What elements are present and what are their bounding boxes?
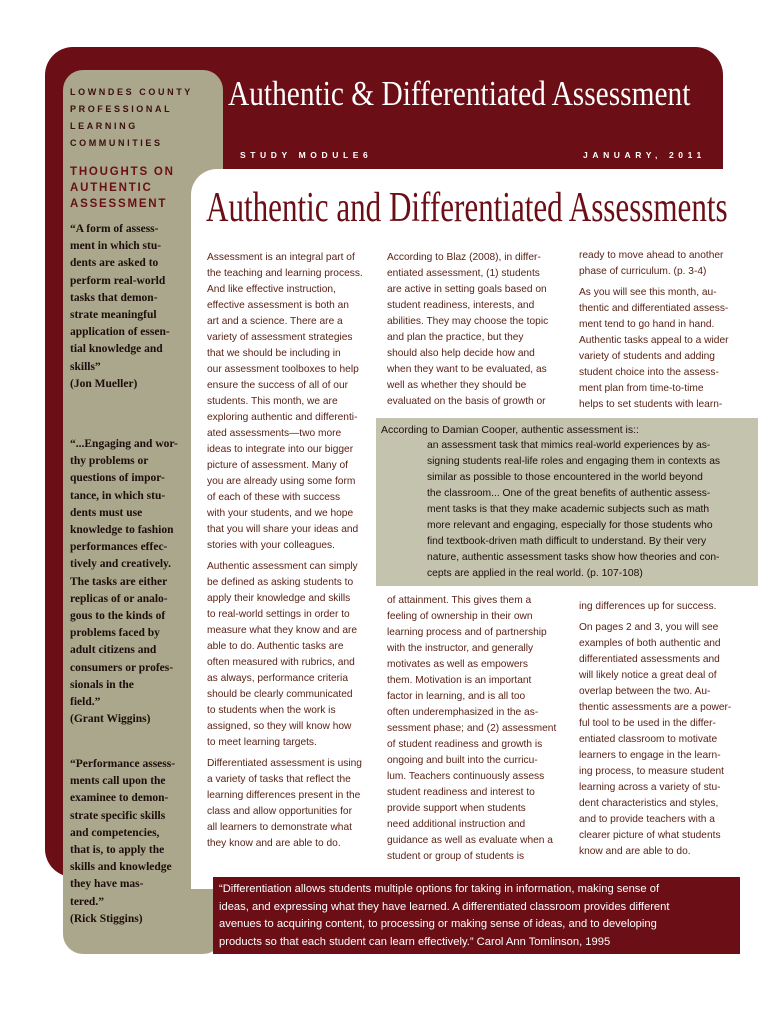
text-line: ment tend to go hand in hand.: [579, 319, 715, 330]
text-line: apply their knowledge and skills: [207, 593, 351, 604]
quote-line: that is, to apply the: [70, 844, 165, 857]
quote-line: thy problems or: [70, 455, 149, 468]
text-line: ideas, and expressing what they have learned. A differentiated classroom provides different: [219, 900, 670, 913]
text-line: to meet learning targets.: [207, 737, 317, 748]
quote-author: (Rick Stiggins): [70, 912, 143, 925]
quote-line: strate meaningful: [70, 309, 157, 322]
text-line: ideas to integrate into our bigger: [207, 444, 354, 455]
sidebar-heading-line: ASSESSMENT: [70, 198, 168, 210]
quote-line: dents must use: [70, 506, 143, 519]
quote-line: adult citizens and: [70, 644, 157, 657]
text-line: clearer picture of what students: [579, 830, 721, 841]
text-line: assigned, so they will know how: [207, 721, 352, 732]
text-line: ensure the success of all of our: [207, 380, 349, 391]
text-line: ment plan from time-to-time: [579, 383, 704, 394]
text-line: abilities. They may choose the topic: [387, 316, 549, 327]
quote-line: consumers or profes-: [70, 661, 174, 674]
text-line: exploring authentic and differenti-: [207, 412, 358, 423]
org-line: LEARNING: [70, 121, 138, 131]
text-line: more relevant and engaging, especially for those students who: [427, 520, 713, 531]
text-line: to students when the work is: [207, 705, 336, 716]
quote-line: “Performance assess-: [70, 758, 176, 770]
text-line: the teaching and learning process.: [207, 268, 363, 279]
text-line: need additional instruction and: [387, 819, 526, 830]
paragraph: [207, 559, 382, 751]
text-line: class and allow opportunities for: [207, 806, 352, 817]
text-line: lum. Teachers continuously assess: [387, 771, 545, 782]
quote-line: questions of impor-: [70, 472, 165, 485]
text-line: student readiness and interest to: [387, 787, 535, 798]
article-column-5: [579, 599, 754, 865]
text-line: find textbook-driven math difficult to understand. By their very: [427, 536, 707, 547]
text-line: learning across a variety of stu-: [579, 782, 721, 793]
callout-lead: According to Damian Cooper, authentic assessment is::: [381, 424, 639, 436]
text-line: thentic assessments are a power-: [579, 702, 732, 713]
text-line: should also help decide how and: [387, 348, 535, 359]
text-line: factor in learning, and is all too: [387, 691, 526, 702]
text-line: and to provide teachers with a: [579, 814, 715, 825]
paragraph: [579, 285, 754, 413]
text-line: that we should be including in: [207, 348, 341, 359]
text-line: as always, performance criteria: [207, 673, 348, 684]
text-line: you are already using some form: [207, 476, 356, 487]
sidebar-quote: [70, 756, 178, 928]
text-line: of student readiness and growth is: [387, 739, 543, 750]
quote-line: tance, in which stu-: [70, 489, 166, 502]
text-line: On pages 2 and 3, you will see: [579, 622, 719, 633]
text-line: variety of assessment strategies: [207, 332, 353, 343]
text-line: avenues to acquiring content, to processing or making sense of ideas, and to developing: [219, 918, 657, 930]
article-column-3: [579, 248, 754, 418]
quote-line: performances effec-: [70, 541, 168, 554]
text-line: nature, authentic assessment tasks show how theories and con-: [427, 552, 720, 563]
text-line: cepts are applied in the real world. (p. 107-108): [427, 568, 643, 579]
text-line: know and are able to do.: [579, 846, 691, 857]
text-line: be defined as asking students to: [207, 577, 354, 588]
quote-line: ments call upon the: [70, 775, 166, 788]
text-line: differentiated assessments and: [579, 654, 720, 665]
text-line: will likely notice a great deal of: [579, 670, 717, 681]
text-line: a variety of tasks that reflect the: [207, 774, 351, 785]
quote-line: sionals in the: [70, 678, 134, 691]
text-line: helps to set students with learn-: [579, 399, 723, 410]
quote-author: (Grant Wiggins): [70, 713, 151, 726]
text-line: guidance as well as evaluate when a: [387, 835, 553, 846]
quote-line: The tasks are either: [70, 575, 168, 588]
issue-date: JANUARY, 2011: [583, 150, 706, 160]
text-line: learners to engage in the learn-: [579, 750, 721, 761]
text-line: products so that each student can learn effectively.” Carol Ann Tomlinson, 1995: [219, 935, 611, 948]
text-line: picture of assessment. Many of: [207, 460, 348, 471]
bottom-quote-text: [219, 881, 739, 951]
sidebar-quote: [70, 221, 178, 393]
text-line: similar as possible to those encountered in the world beyond: [427, 472, 703, 483]
quote-line: “...Engaging and wor-: [70, 438, 178, 450]
article-column-2: [387, 250, 562, 410]
text-line: student choice into the assess-: [579, 367, 719, 378]
text-line: Authentic assessment can simply: [207, 561, 358, 572]
quote-line: field.”: [70, 696, 101, 709]
text-line: often underemphasized in the as-: [387, 707, 539, 718]
quote-line: “A form of assess-: [70, 223, 159, 235]
sidebar-heading-line: THOUGHTS ON: [70, 166, 175, 178]
text-line: they know and are able to do.: [207, 838, 341, 849]
text-line: all learners to demonstrate what: [207, 822, 352, 833]
text-line: feeling of ownership in their own: [387, 611, 533, 622]
paragraph: [579, 599, 754, 615]
text-line: ready to move ahead to another: [579, 250, 724, 261]
quote-line: application of essen-: [70, 326, 170, 339]
text-line: that you will share your ideas and: [207, 524, 359, 535]
text-line: According to Blaz (2008), in differ-: [387, 252, 541, 263]
quote-line: and competencies,: [70, 826, 160, 839]
text-line: with your students, and we hope: [207, 508, 354, 519]
text-line: student readiness, interests, and: [387, 300, 535, 311]
text-line: of attainment. This gives them a: [387, 595, 532, 606]
text-line: variety of students and adding: [579, 351, 715, 362]
quote-line: perform real-world: [70, 274, 166, 287]
quote-line: ment in which stu-: [70, 240, 162, 253]
paragraph: [207, 756, 382, 852]
text-line: Differentiated assessment is using: [207, 758, 362, 769]
quote-line: knowledge to fashion: [70, 524, 174, 537]
quote-author: (Jon Mueller): [70, 377, 138, 390]
quote-line: they have mas-: [70, 878, 144, 891]
org-name: [70, 84, 220, 152]
text-line: and plan the practice, but they: [387, 332, 524, 343]
text-line: our assessment toolboxes to help: [207, 364, 359, 375]
text-line: ment tasks is that they make academic subjects such as math: [427, 504, 710, 515]
org-line: LOWNDES COUNTY: [70, 87, 193, 97]
article-column-4: [387, 593, 562, 865]
text-line: student or group of students is: [387, 851, 525, 862]
text-line: “Differentiation allows students multiple options for taking in information, making sense of: [219, 883, 660, 895]
text-line: well as whether they should be: [387, 380, 527, 391]
text-line: signing students real-life roles and engaging them in contexts as: [427, 456, 721, 467]
text-line: often measured with rubrics, and: [207, 657, 355, 668]
text-line: art and a science. There are a: [207, 316, 343, 327]
paragraph: [579, 248, 754, 280]
text-line: dent characteristics and styles,: [579, 798, 719, 809]
text-line: Authentic tasks appeal to a wider: [579, 335, 729, 346]
quote-line: dents are asked to: [70, 257, 159, 270]
text-line: measure what they know and are: [207, 625, 358, 636]
sidebar-heading-line: AUTHENTIC: [70, 182, 153, 194]
text-line: Assessment is an integral part of: [207, 252, 355, 263]
paragraph: [579, 620, 754, 860]
quote-line: tasks that demon-: [70, 291, 158, 304]
article-title: Authentic and Differentiated Assessments: [206, 185, 728, 231]
text-line: an assessment task that mimics real-world experiences by as-: [427, 440, 711, 451]
text-line: ing process, to measure student: [579, 766, 724, 777]
text-line: students. This month, we are: [207, 396, 338, 407]
quote-line: tial knowledge and: [70, 343, 163, 356]
text-line: of each of these with success: [207, 492, 341, 503]
text-line: able to do. Authentic tasks are: [207, 641, 344, 652]
text-line: entiated classroom to motivate: [579, 734, 718, 745]
sidebar-quote: [70, 436, 178, 728]
quote-line: problems faced by: [70, 627, 160, 640]
text-line: ful tool to be used in the differ-: [579, 718, 716, 729]
newsletter-title: Authentic & Differentiated Assessment: [228, 74, 691, 113]
text-line: phase of curriculum. (p. 3-4): [579, 266, 707, 277]
quote-line: strate specific skills: [70, 809, 166, 822]
quote-line: gous to the kinds of: [70, 610, 166, 623]
text-line: stories with your colleagues.: [207, 540, 335, 551]
text-line: them. Motivation is an important: [387, 675, 532, 686]
text-line: provide support when students: [387, 803, 526, 814]
text-line: thentic and differentiated assess-: [579, 303, 729, 314]
text-line: sessment phase; and (2) assessment: [387, 723, 557, 734]
quote-line: skills and knowledge: [70, 861, 172, 874]
org-line: COMMUNITIES: [70, 138, 163, 148]
article-column-1: [207, 250, 382, 857]
text-line: with the instructor, and generally: [387, 643, 534, 654]
quote-line: tered.”: [70, 895, 104, 908]
text-line: learning differences present in the: [207, 790, 361, 801]
text-line: when they want to be evaluated, as: [387, 364, 547, 375]
text-line: should be clearly communicated: [207, 689, 353, 700]
paragraph: [207, 250, 382, 554]
text-line: entiated assessment, (1) students: [387, 268, 540, 279]
text-line: And like effective instruction,: [207, 284, 336, 295]
text-line: the classroom... One of the great benefits of authentic assess-: [427, 488, 711, 499]
org-line: PROFESSIONAL: [70, 104, 173, 114]
text-line: to real-world settings in order to: [207, 609, 350, 620]
study-module-label: STUDY MODULE6: [240, 150, 373, 160]
text-line: motivates as well as empowers: [387, 659, 528, 670]
quote-line: replicas of or analo-: [70, 592, 168, 605]
text-line: learning process and of partnership: [387, 627, 547, 638]
text-line: are active in setting goals based on: [387, 284, 547, 295]
text-line: overlap between the two. Au-: [579, 686, 711, 697]
text-line: ated assessments—two more: [207, 428, 342, 439]
quote-line: tively and creatively.: [70, 558, 172, 571]
text-line: examples of both authentic and: [579, 638, 721, 649]
text-line: effective assessment is both an: [207, 300, 349, 311]
text-line: As you will see this month, au-: [579, 287, 717, 298]
text-line: ongoing and built into the curricu-: [387, 755, 538, 766]
text-line: evaluated on the basis of growth or: [387, 396, 546, 407]
text-line: ing differences up for success.: [579, 601, 717, 612]
callout-quote: [427, 438, 752, 582]
quote-line: examinee to demon-: [70, 792, 169, 805]
quote-line: skills”: [70, 360, 101, 373]
